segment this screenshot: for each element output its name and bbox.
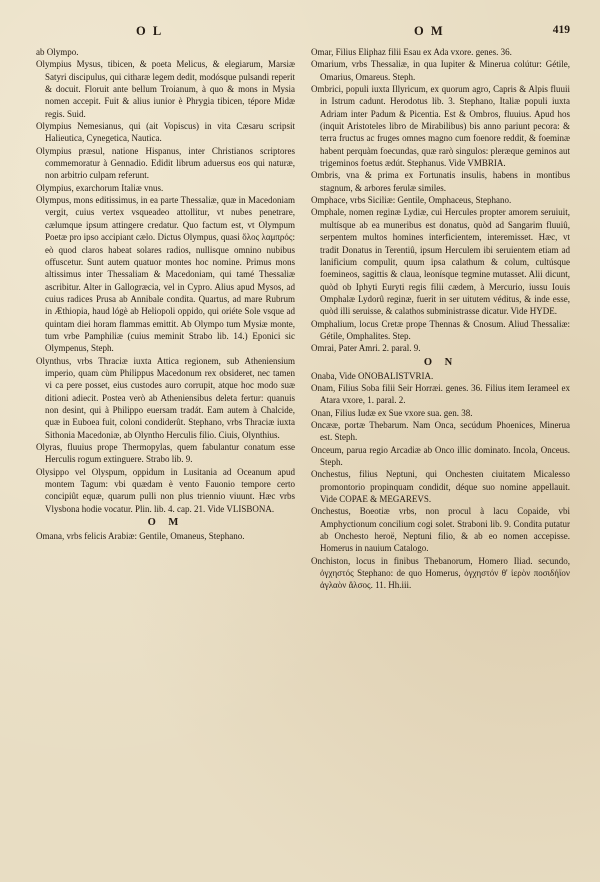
left-column <box>36 46 295 592</box>
dictionary-entry: Omphale, nomen reginæ Lydiæ, cui Hercules propter amorem seruiuit, multísque ab ea muneribus est donatus, quòd ad Sangarim fluuiû, serpentem multos homines interficientem, interemisset. Hæc, vt tradit Donatus in Terentiû, ipsum Herculem ibi seruientem etiam ad lanificium compulit, quum ipsa calathum & colum, cultúsque foemineos, sagittis & claua, leonísque tegmine mutasset. Alii dicunt, quòd ob Iphyti Euryti regis filii cædem, à Mercurio, iussu Iouis Omphalæ Lydorû reginæ, fuerit in ser uitutem véditus, & inde esse, quòd illi seruisse, & calathos subministrasse dicatur. Vide HYDE. <box>311 207 570 317</box>
header-right-letters: O M <box>414 24 445 38</box>
dictionary-entry: Omar, Filius Eliphaz filii Esau ex Ada vxore. genes. 36. <box>311 47 512 57</box>
dictionary-entry: Olysippo vel Olyspum, oppidum in Lusitania ad Oceanum apud montem Tagum: vbi quædam è vento Fauonio tempore certo concipiût equæ, quarum pulli non plus triennio viuunt. Hæc vrbs Vlysbona hodie vocatur. Plin. lib. 4. cap. 21. Vide VLISBONA. <box>36 466 295 514</box>
dictionary-entry: Ombrici, populi iuxta Illyricum, ex quorum agro, Capris & Alpis fluuii in Istrum cadunt. Herodotus lib. 3. Stephano, Italiæ populi iuxta Adriam inter Padum & Picentia. Est & Ombros, fluuius. Apud hos (inquit Aristoteles libro de Mirabilibus) bis anno pariunt pecora: & terra fructus ac fruges omnes magno cum foenore reddit, & foeminæ habent perquàm foecundas, quæ rarò singulos: pleræque geminos aut trigeminos foetus ædút. Stephanus. Vide VMBRIA. <box>311 84 570 169</box>
dictionary-entry: Onchestus, filius Neptuni, qui Onchesten ciuitatem Micalesso promontorio propinquam condidit, déque suo nomine appellauit. Vide COPAE & MEGAREVS. <box>311 469 570 505</box>
dictionary-entry: Olympius præsul, natione Hispanus, inter Christianos scriptores commemoratur à Gennadio. Edidit librum aduersus eos qui naturæ, non arbitrio culpam referunt. <box>36 145 295 181</box>
section-separator: O M <box>147 517 184 529</box>
dictionary-entry: Olympius Nemesianus, qui (ait Vopiscus) in vita Cæsaru scripsit Halieutica, Cynegetica, Nautica. <box>36 121 295 144</box>
dictionary-entry: Omphalium, locus Cretæ prope Thennas & Cnosum. Aliud Thessaliæ: Gétile, Omphalites. Step. <box>311 318 570 341</box>
dictionary-entry: Omrai, Pater Amri. 2. paral. 9. <box>311 343 421 354</box>
dictionary-entry: Omphace, vrbs Siciliæ: Gentile, Omphaceus, Stephano. <box>311 195 512 206</box>
dictionary-entry: Onchestus, Boeotiæ vrbs, non procul à lacu Copaide, vbi Amphyctionum concilium cogi solet. Straboni lib. 9. Condita putatur ab Onchesto heroë, Neptuni filio, & ab eo nomen accepisse. Homerus in nauium Catalogo. <box>311 506 570 554</box>
page-number: 419 <box>552 24 570 36</box>
dictionary-entry: Olynthus, vrbs Thraciæ iuxta Attica regionem, sub Atheniensium imperio, quam cùm Philippus Macedonum rex obsideret, nec tamen vi ca pere posset, eius custodes auro corrupit, atque hoc modo suæ ditioni adiecit. Postea verò ab Atheniensibus deleta fertur: quanuis non desint, qui à Philippo euersam tradát. Eam autem à Chalcide, quæ in Euboea fuit, coloni condiderût. Stephano, vrbs Thraciæ iuxta Sithonia Macedoniæ, ab Olyntho Herculis filio. Ciuis, Olynthius. <box>36 355 295 440</box>
dictionary-entry: Olympus, mons editissimus, in ea parte Thessaliæ, quæ in Macedoniam vergit, cuius vertex vsqueadeo attollitur, vt nubes penetrare, cælumque ipsum attingere credatur. Quo factum est, vt Olympum Poetæ pro ipso accipiant cælo. Dictus Olympus, quasi ὅλος λαμπρός: eò quod claros habeat solares radios, nullisque omnino nubibus offuscetur. Sunt autem quatuor montes hoc nomine. Primus mons altissimus inter Thessaliam & Macedoniam, qui tamé Thessaliæ ascribitur. Alter in Gallogræcia, vel in Cypro. Alius apud Mysos, ad cuius radices Prusa ab Annibale condita. Quartus, ad mare Rubrum in Æthiopia, haud lógè ab Heliopoli oppido, qui oriéte Sole vsque ad quintam diei horam flammas emittit. Ab Olympo tum Mysiæ monte, tum vrbe Pamphiliæ (cuius meminit Strabo lib. 14.) Eponici sic Olympenus, Steph. <box>36 195 295 354</box>
right-column <box>311 46 570 592</box>
dictionary-entry: Ombris, vna & prima ex Fortunatis insulis, habens in montibus stagnum, & arbores ferulæ similes. <box>311 170 570 193</box>
dictionary-entry: Olyras, fluuius prope Thermopylas, quem fabulantur conatum esse Herculis rogum extinguere. Strabo lib. 9. <box>36 442 295 465</box>
text-columns <box>36 46 570 592</box>
dictionary-entry: Omana, vrbs felicis Arabiæ: Gentile, Omaneus, Stephano. <box>36 531 245 542</box>
dictionary-entry: Olympius Mysus, tibicen, & poeta Melicus, & elegiarum, Marsiæ Satyri discipulus, qui citharæ legem dedit, modósque pulsandi reperit & docuit. Floruit ante bellum Troianum, à quo & mons in Mysia nomen accepit. Fuit & alius iunior è Phrygia tibicen, tépore Midæ regis. Suid. <box>36 59 295 119</box>
dictionary-entry: Olympius, exarchorum Italiæ vnus. <box>36 182 164 193</box>
dictionary-entry: Oncææ, portæ Thebarum. Nam Onca, secúdum Phoenices, Minerua est. Steph. <box>311 419 570 443</box>
dictionary-entry: Omarium, vrbs Thessaliæ, in qua Iupiter & Minerua colútur: Gétile, Omarius, Omareus. Steph. <box>311 59 570 82</box>
header-left-letters: O L <box>136 24 164 38</box>
dictionary-entry: ab Olympo. <box>36 47 79 57</box>
section-separator: O N <box>423 356 458 368</box>
dictionary-entry: Onchiston, locus in finibus Thebanorum, Homero Iliad. secundo, ὀγχηστός Stephano: de quo Homerus, ὀγχηστόν θ' ἱερὸν ποσιδήϊον ἀγλαὸν ἄλσος. 11. Hh.iii. <box>311 555 570 591</box>
dictionary-entry: Onan, Filius Iudæ ex Sue vxore sua. gen. 38. <box>311 407 473 418</box>
running-header <box>36 20 570 42</box>
dictionary-entry: Onaba, Vide ONOBALISTVRIA. <box>311 370 434 381</box>
dictionary-entry: Onam, Filius Soba filii Seir Horræi. genes. 36. Filius item Ierameel ex Atara vxore, 1. paral. 2. <box>311 382 570 406</box>
dictionary-entry: Onceum, parua regio Arcadiæ ab Onco illic dominato. Incola, Onceus. Steph. <box>311 444 570 467</box>
